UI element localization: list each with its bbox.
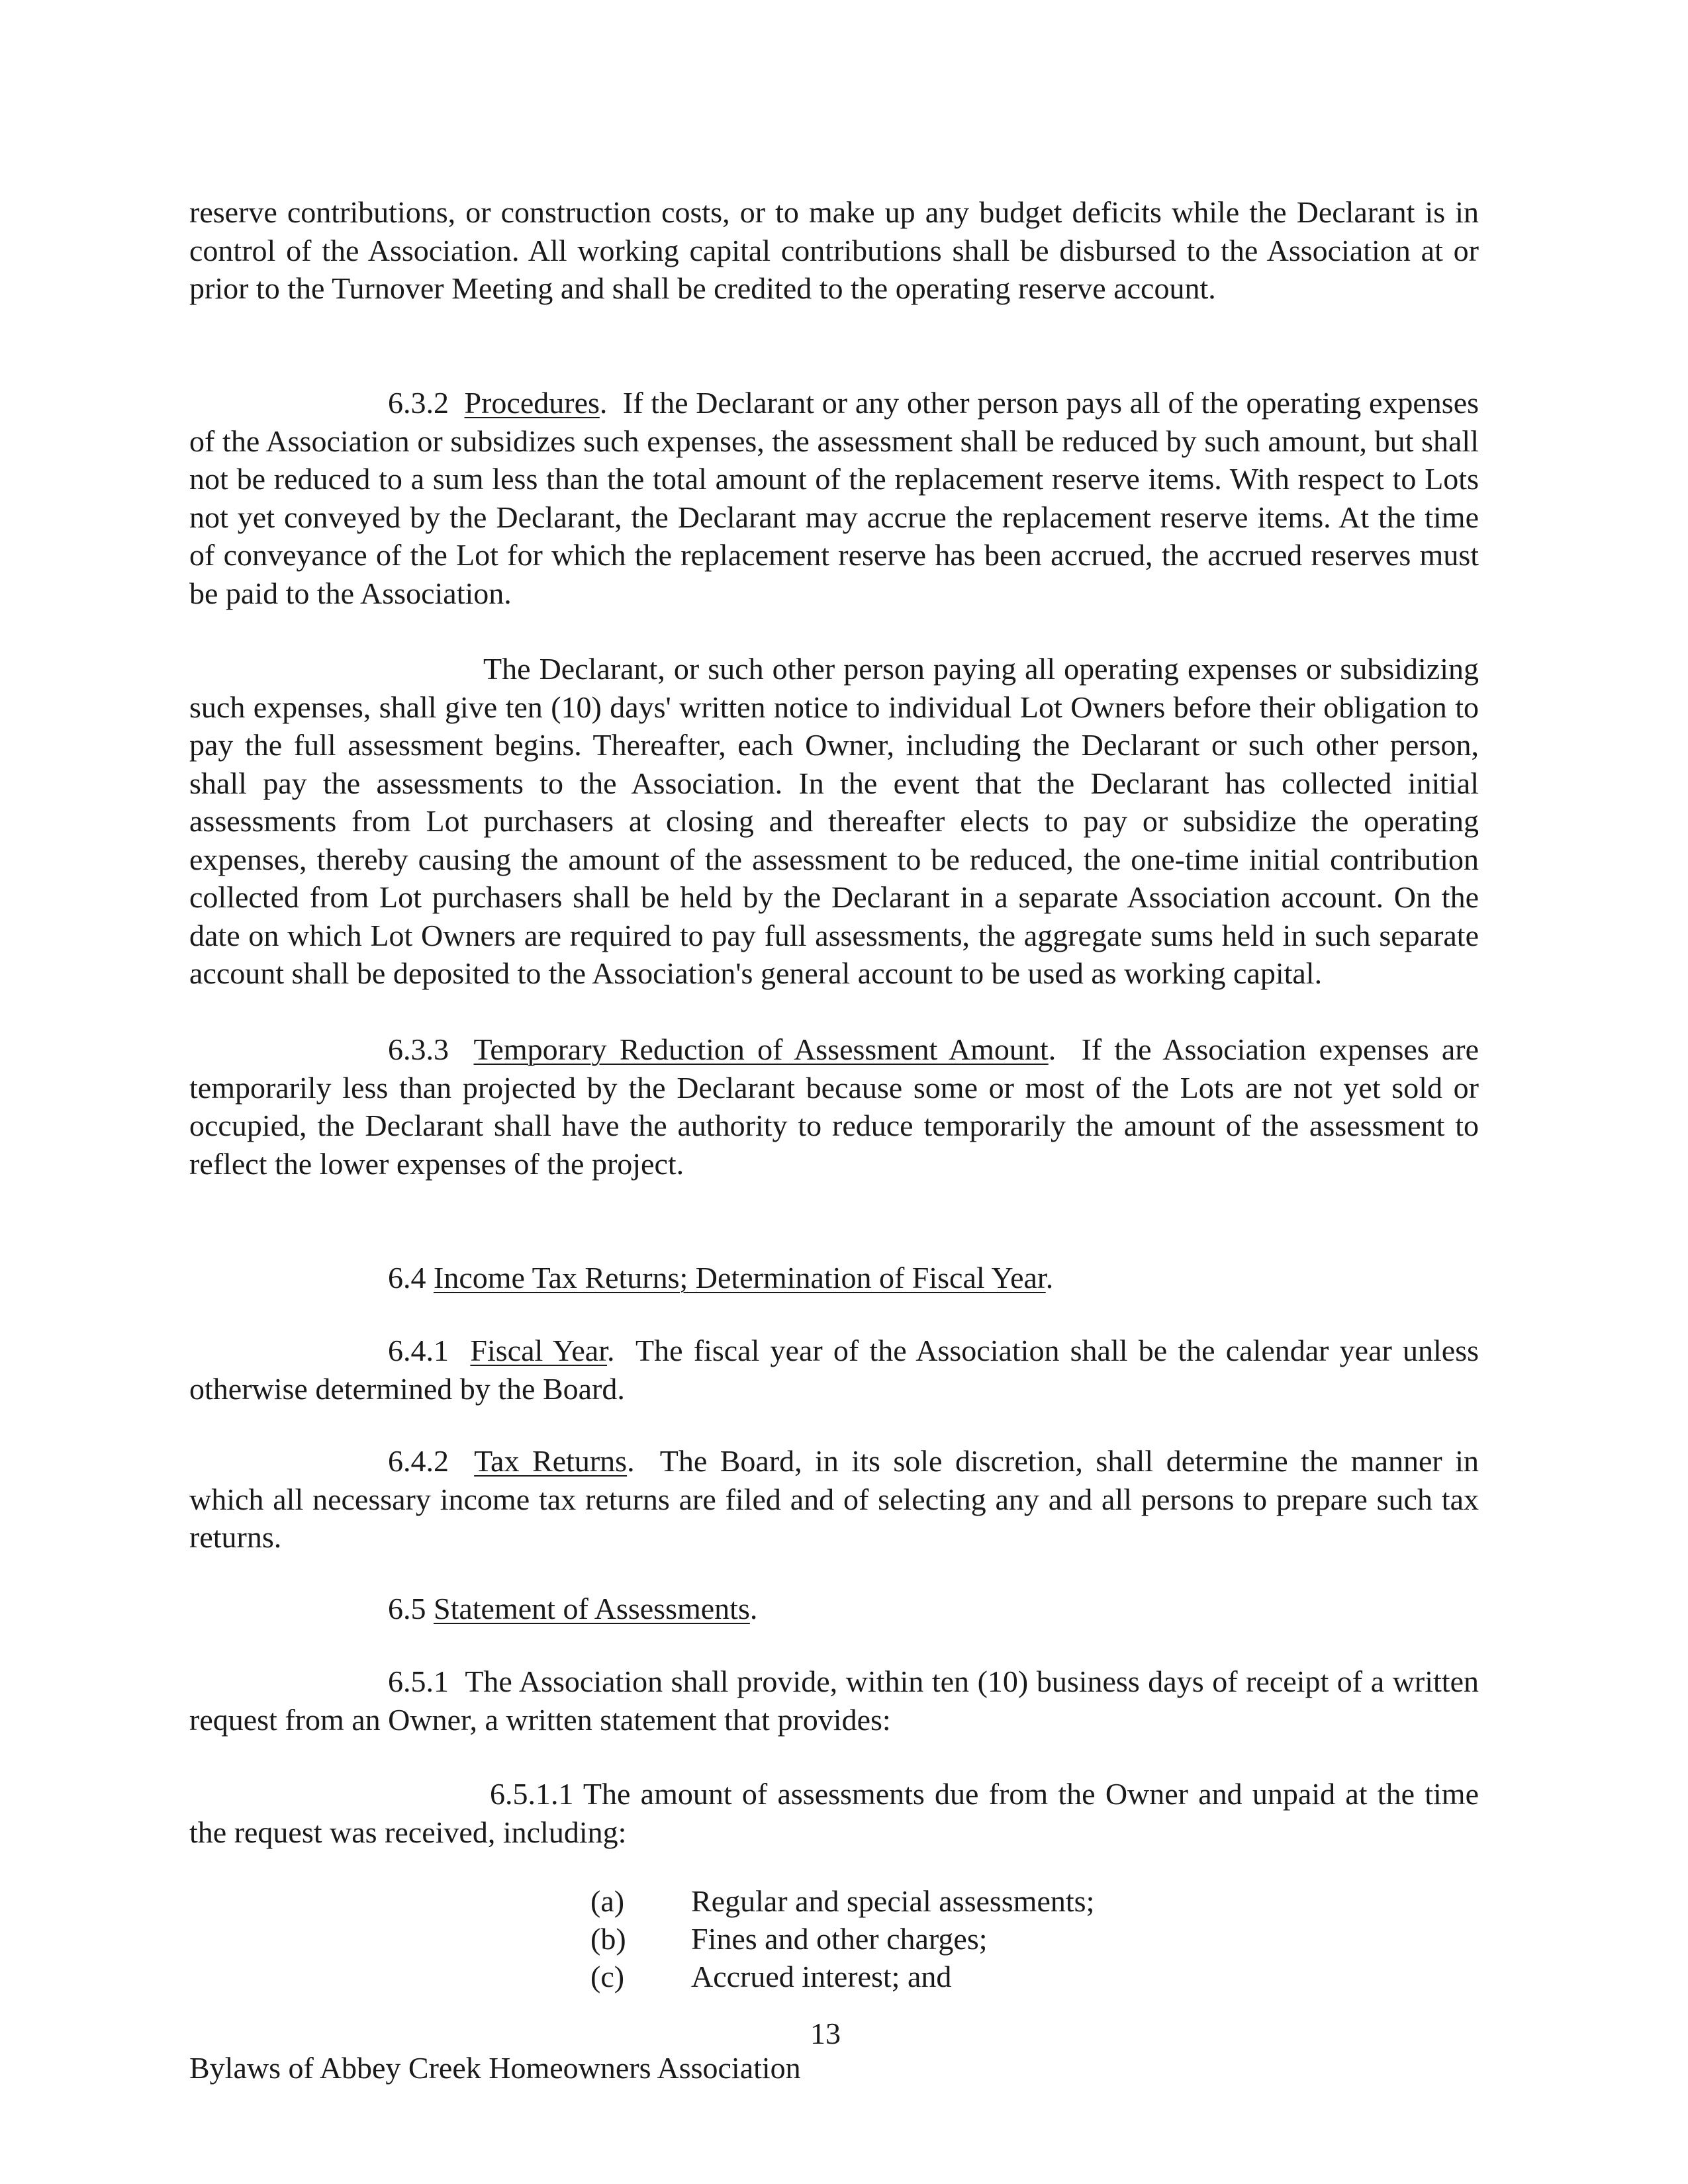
paragraph-6-5-1	[189, 1662, 1479, 1739]
section-heading: Income Tax Returns; Determination of Fiscal Year	[434, 1261, 1046, 1295]
section-number: 6.5	[388, 1592, 426, 1625]
paragraph-6-4-1: 6.4.1 Fiscal Year. The fiscal year of the Association shall be the calendar year unless otherwise determined by the Board.	[189, 1334, 1479, 1406]
paragraph-text: The Association shall provide, within ten (10) business days of receipt of a written request from an Owner, a written statement that provides:	[189, 1664, 1479, 1737]
paragraph-text: The Board, in its sole discretion, shall determine the manner in which all necessary income tax returns are filed and of selecting any and all persons to prepare such tax returns.	[189, 1444, 1479, 1554]
page-number: 13	[810, 2017, 841, 2050]
paragraph-declarant-notice	[189, 650, 1479, 993]
paragraph-text: If the Association expenses are temporarily less than projected by the Declarant because some or most of the Lots are not yet sold or occupied, the Declarant shall have the authority to reduce temporarily the amount of the assessment to reflect the lower expenses of the project.	[189, 1032, 1479, 1181]
paragraph-6-4-2: 6.4.2 Tax Returns. The Board, in its sole discretion, shall determine the manner in which all necessary income tax returns are filed and of selecting any and all persons to prepare such tax returns.	[189, 1444, 1479, 1554]
list-item-text: Accrued interest; and	[691, 1960, 952, 1993]
document-page	[189, 0, 1479, 2184]
heading-6-4: 6.4 Income Tax Returns; Determination of Fiscal Year.	[388, 1261, 1054, 1295]
paragraph-reserve-contributions	[189, 193, 1479, 308]
section-number: 6.4.1	[388, 1334, 449, 1367]
section-number: 6.5.1.1	[490, 1777, 574, 1811]
section-heading: Procedures	[464, 386, 600, 420]
section-heading: Fiscal Year	[470, 1334, 607, 1367]
section-number: 6.3.3	[388, 1032, 449, 1066]
section-number: 6.4	[388, 1261, 426, 1295]
section-number: 6.4.2	[388, 1444, 449, 1478]
section-number: 6.3.2	[388, 386, 449, 420]
section-heading: Tax Returns	[474, 1444, 628, 1478]
list-item-text: Fines and other charges;	[691, 1922, 988, 1956]
section-number: 6.5.1	[388, 1664, 449, 1698]
list-item-label: (c)	[590, 1960, 625, 1993]
section-heading: Temporary Reduction of Assessment Amount	[473, 1032, 1049, 1066]
page-footer: Bylaws of Abbey Creek Homeowners Association	[189, 2051, 801, 2085]
list-item-label: (a)	[590, 1884, 625, 1918]
heading-6-5: 6.5 Statement of Assessments.	[388, 1592, 758, 1625]
paragraph-text: The Declarant, or such other person paying all operating expenses or subsidizing such expenses, shall give ten (10) days' written notice to individual Lot Owners before their obligation to pay the full assessment begins. Thereafter, each Owner, including the Declarant or such other person, shall pay the assessments to the Association. In the event that the Declarant has collected initial assessments from Lot purchasers at closing and thereafter elects to pay or subsidize the operating expenses, thereby causing the amount of the assessment to be reduced, the one-time initial contribution collected from Lot purchasers shall be held by the Declarant in a separate Association account. On the date on which Lot Owners are required to pay full assessments, the aggregate sums held in such separate account shall be deposited to the Association's general account to be used as working capital.	[189, 652, 1479, 990]
section-heading: Statement of Assessments	[434, 1592, 750, 1625]
list-item-text: Regular and special assessments;	[691, 1884, 1095, 1918]
paragraph-text: reserve contributions, or construction costs, or to make up any budget deficits while the Declarant is in control of the Association. All working capital contributions shall be disbursed to the Association at or prior to the Turnover Meeting and shall be credited to the operating reserve account.	[189, 195, 1479, 305]
paragraph-6-5-1-1	[189, 1775, 1479, 1851]
list-item-label: (b)	[590, 1922, 626, 1956]
paragraph-6-3-2: 6.3.2 Procedures. If the Declarant or any other person pays all of the operating expenses of the Association or subsidizes such expenses, the assessment shall be reduced by such amount, but shall not be reduced to a sum less than the total amount of the replacement reserve items. With respect to Lots not yet conveyed by the Declarant, the Declarant may accrue the replacement reserve items. At the time of conveyance of the Lot for which the replacement reserve has been accrued, the accrued reserves must be paid to the Association.	[189, 386, 1479, 610]
paragraph-text: If the Declarant or any other person pays all of the operating expenses of the Association or subsidizes such expenses, the assessment shall be reduced by such amount, but shall not be reduced to a sum less than the total amount of the replacement reserve items. With respect to Lots not yet conveyed by the Declarant, the Declarant may accrue the replacement reserve items. At the time of conveyance of the Lot for which the replacement reserve has been accrued, the accrued reserves must be paid to the Association.	[189, 386, 1479, 610]
paragraph-text: The amount of assessments due from the Owner and unpaid at the time the request was received, including:	[189, 1777, 1479, 1849]
paragraph-text: The fiscal year of the Association shall be the calendar year unless otherwise determined by the Board.	[189, 1334, 1479, 1406]
paragraph-6-3-3: 6.3.3 Temporary Reduction of Assessment Amount. If the Association expenses are temporarily less than projected by the Declarant because some or most of the Lots are not yet sold or occupied, the Declarant shall have the authority to reduce temporarily the amount of the assessment to reflect the lower expenses of the project.	[189, 1032, 1479, 1181]
